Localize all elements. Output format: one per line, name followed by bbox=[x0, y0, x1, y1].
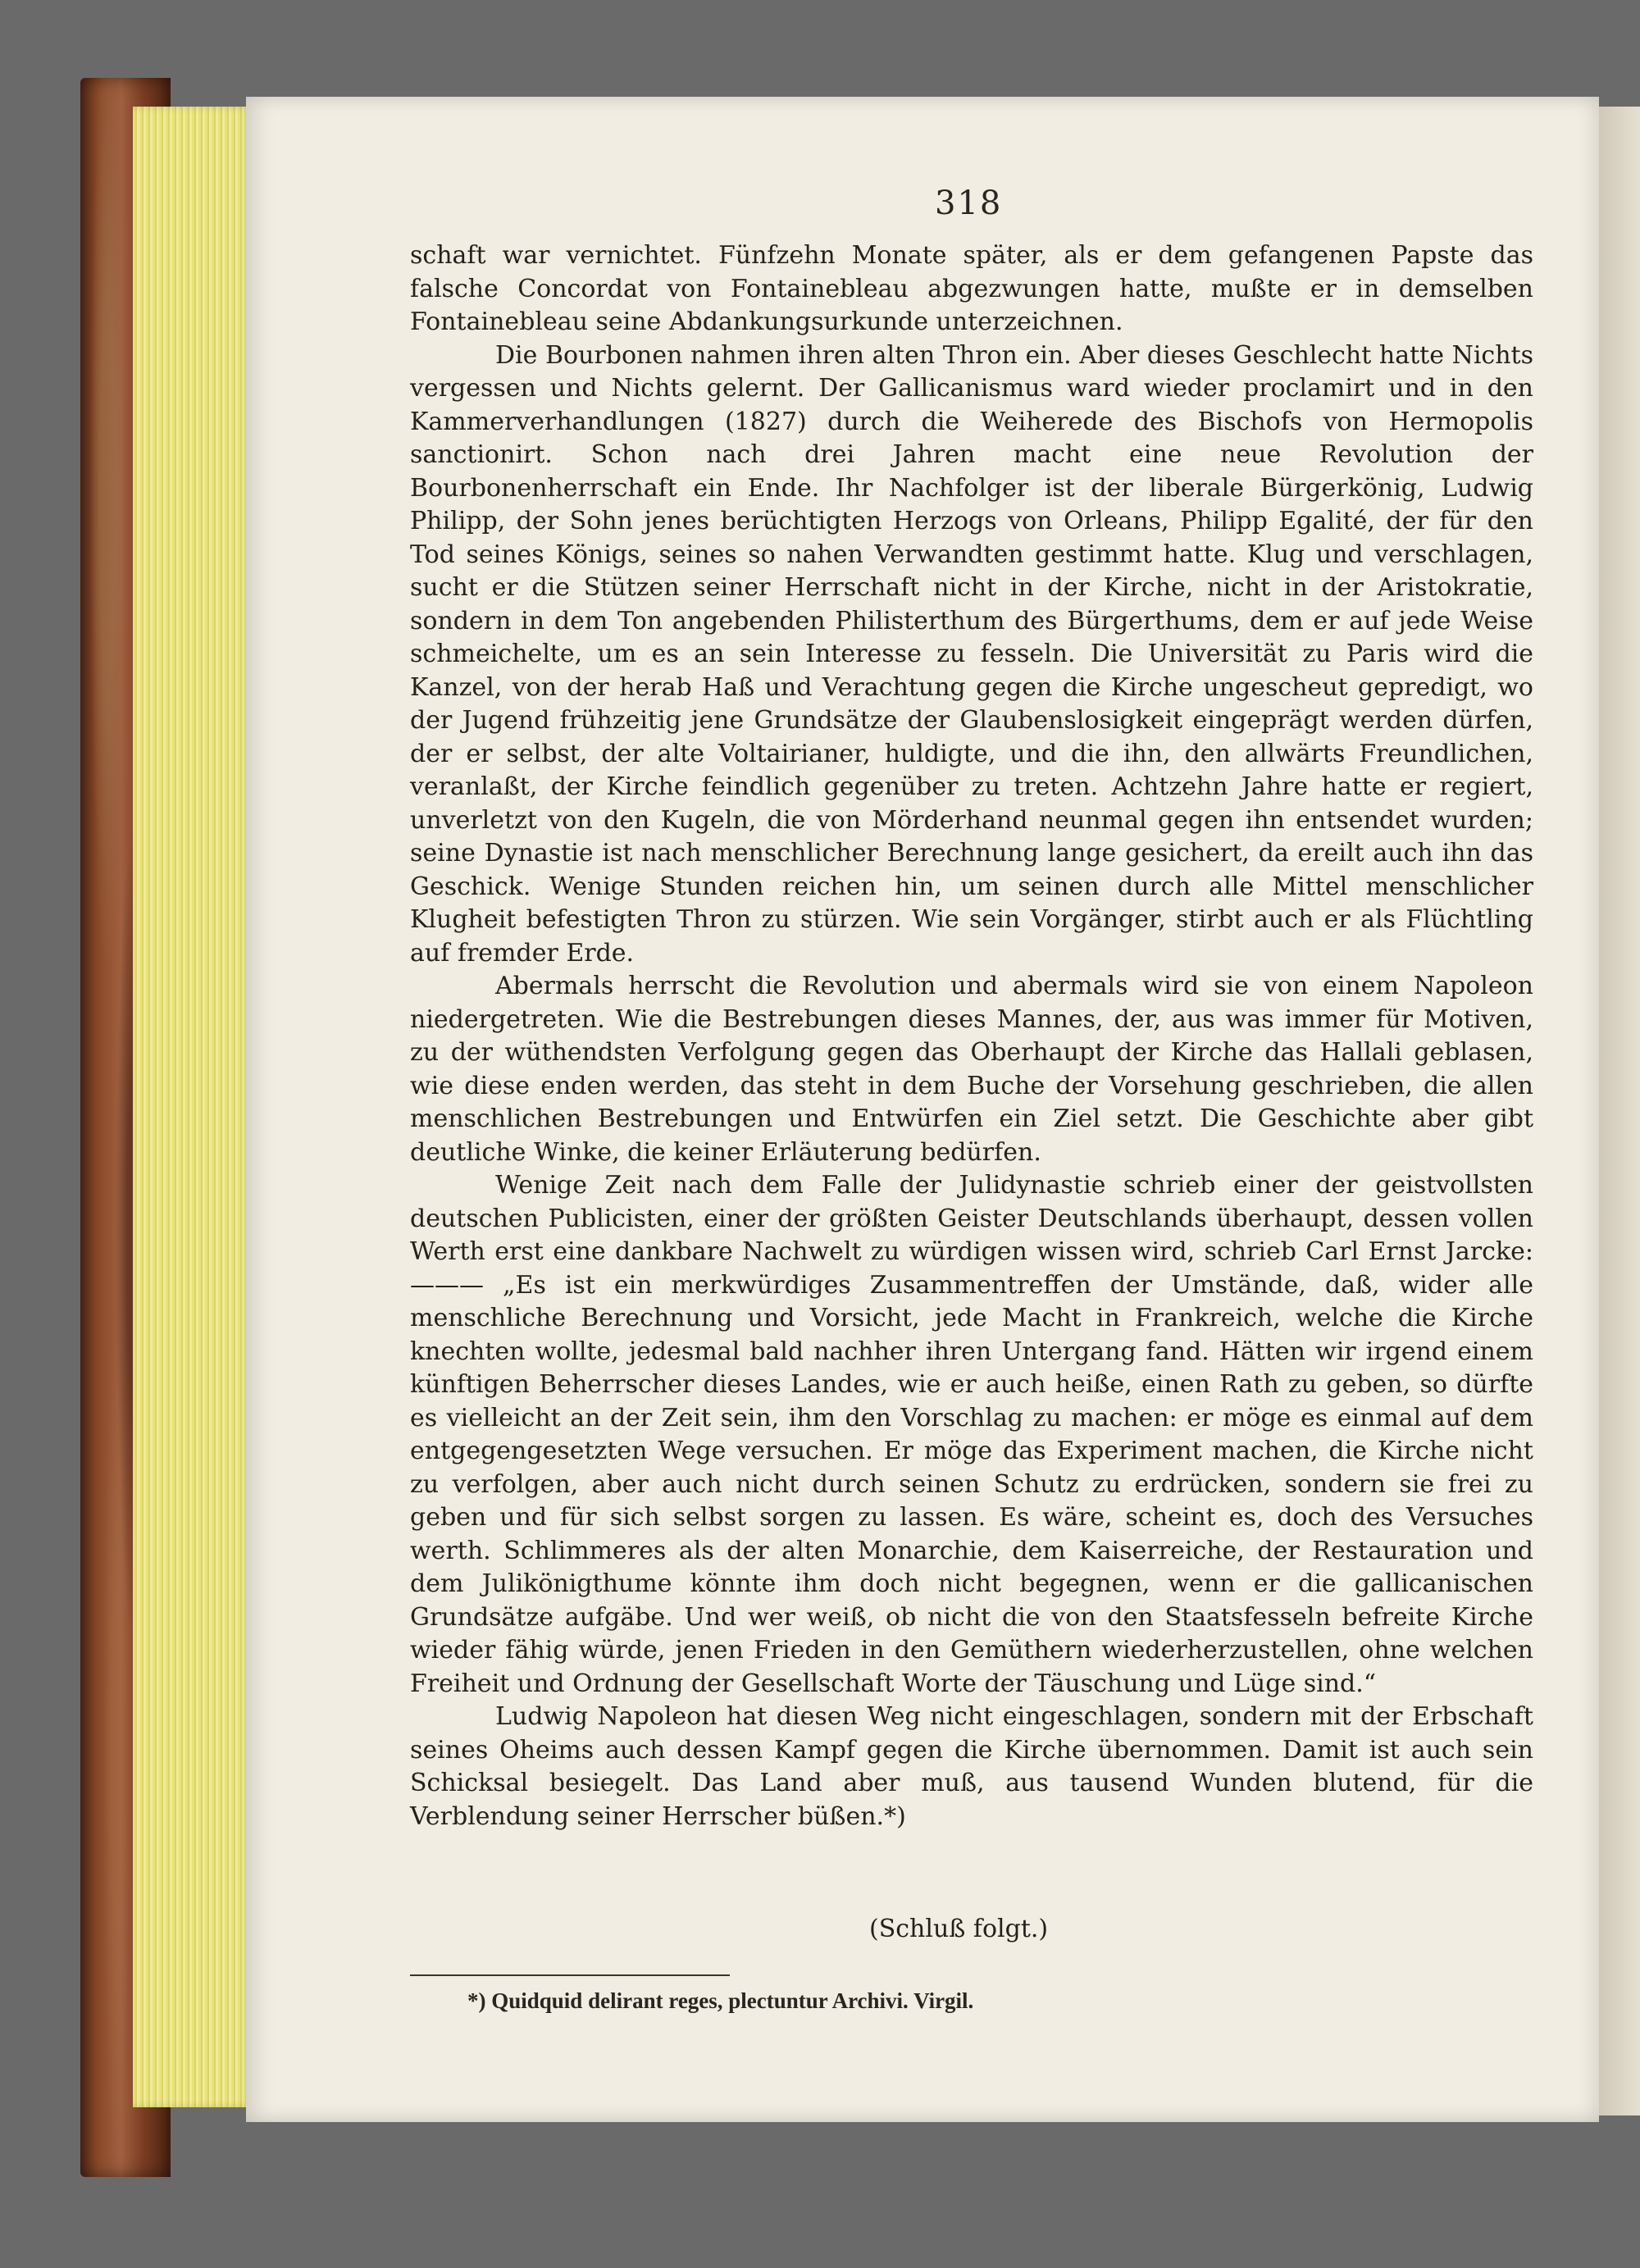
paragraph: Die Bourbonen nahmen ihren alten Thron ein. Aber dieses Geschlecht hatte Nichts vergessen und Nichts gelernt. Der Gallicanismus ward wieder proclamirt und in den Kammerverhandlungen (1827) durch die Weiherede des Bischofs von Hermopolis sanctionirt. Schon nach drei Jahren macht eine neue Revolution der Bourbonenherrschaft ein Ende. Ihr Nachfolger ist der liberale Bürgerkönig, Ludwig Philipp, der Sohn jenes berüchtigten Herzogs von Orleans, Philipp Egalité, der für den Tod seines Königs, seines so nahen Verwandten gestimmt hatte. Klug und verschlagen, sucht er die Stützen seiner Herrschaft nicht in der Kirche, nicht in der Aristokratie, sondern in dem Ton angebenden Philisterthum des Bürgerthums, dem er auf jede Weise schmeichelte, um es an sein Interesse zu fesseln. Die Universität zu Paris wird die Kanzel, von der herab Haß und Verachtung gegen die Kirche ungescheut gepredigt, wo der Jugend frühzeitig jene Grundsätze der Glaubenslosigkeit eingeprägt werden dürfen, der er selbst, der alte Voltairianer, huldigte, und die ihn, den allwärts Freundlichen, veranlaßt, der Kirche feindlich gegenüber zu treten. Achtzehn Jahre hatte er regiert, unverletzt von den Kugeln, die von Mörderhand neunmal gegen ihn entsendet wurden; seine Dynastie ist nach menschlicher Berechnung lange gesichert, da ereilt auch ihn das Geschick. Wenige Stunden reichen hin, um seinen durch alle Mittel menschlicher Klugheit befestigten Thron zu stürzen. Wie sein Vorgänger, stirbt auch er als Flüchtling auf fremder Erde. bbox=[410, 340, 1533, 968]
page-edges bbox=[133, 107, 252, 2107]
continuation-note: (Schluß folgt.) bbox=[869, 1915, 1049, 1943]
paragraph: Ludwig Napoleon hat diesen Weg nicht eingeschlagen, sondern mit der Erbschaft seines Oheims auch dessen Kampf gegen die Kirche übernommen. Damit ist auch sein Schicksal besiegelt. Das Land aber muß, aus tausend Wunden blutend, für die Verblendung seiner Herrscher büßen.*) bbox=[410, 1702, 1533, 1831]
paragraph: Abermals herrscht die Revolution und abermals wird sie von einem Napoleon niedergetreten. Wie die Bestrebungen dieses Mannes, der, aus was immer für Motiven, zu der wüthendsten Verfolgung gegen das Oberhaupt der Kirche das Hallali geblasen, wie diese enden werden, das steht in dem Buche der Vorsehung geschrieben, die allen menschlichen Bestrebungen und Entwürfen ein Ziel setzt. Die Geschichte aber gibt deutliche Winke, die keiner Erläuterung bedürfen. bbox=[410, 972, 1533, 1167]
body-text bbox=[410, 239, 1533, 1833]
footnote-rule bbox=[410, 1974, 730, 1976]
footnote: *) Quidquid delirant reges, plectuntur Archivi. Virgil. bbox=[467, 1988, 974, 2013]
paragraph: Wenige Zeit nach dem Falle der Julidynastie schrieb einer der geistvollsten deutschen Publicisten, einer der größten Geister Deutschlands überhaupt, dessen vollen Werth erst eine dankbare Nachwelt zu würdigen wissen wird, schrieb Carl Ernst Jarcke: ——— „Es ist ein merkwürdiges Zusammentreffen der Umstände, daß, wider alle menschliche Berechnung und Vorsicht, jede Macht in Frankreich, welche die Kirche knechten wollte, jedesmal bald nachher ihren Untergang fand. Hätten wir irgend einem künftigen Beherrscher dieses Landes, wie er auch heiße, einen Rath zu geben, so dürfte es vielleicht an der Zeit sein, ihm den Vorschlag zu machen: er möge es einmal auf dem entgegengesetzten Wege versuchen. Er möge das Experiment machen, die Kirche nicht zu verfolgen, aber auch nicht durch seinen Schutz zu erdrücken, sondern sie frei zu geben und für sich selbst sorgen zu lassen. Es wäre, scheint es, doch des Versuches werth. Schlimmeres als der alten Monarchie, dem Kaiserreiche, der Restauration und dem Julikönigthume könnte ihm doch nicht begegnen, wenn er die gallicanischen Grundsätze aufgäbe. Und wer weiß, ob nicht die von den Staatsfesseln befreite Kirche wieder fähig würde, jenen Frieden in den Gemüthern wiederherzustellen, ohne welchen Freiheit und Ordnung der Gesellschaft Worte der Täuschung und Lüge sind.“ bbox=[410, 1171, 1533, 1698]
facing-page-edge bbox=[1599, 107, 1640, 2115]
paragraph: schaft war vernichtet. Fünfzehn Monate später, als er dem gefangenen Papste das falsche Concordat von Fontainebleau abgezwungen hatte, mußte er in demselben Fontainebleau seine Abdankungsurkunde unterzeichnen. bbox=[410, 241, 1533, 336]
page-number: 318 bbox=[935, 184, 1003, 222]
